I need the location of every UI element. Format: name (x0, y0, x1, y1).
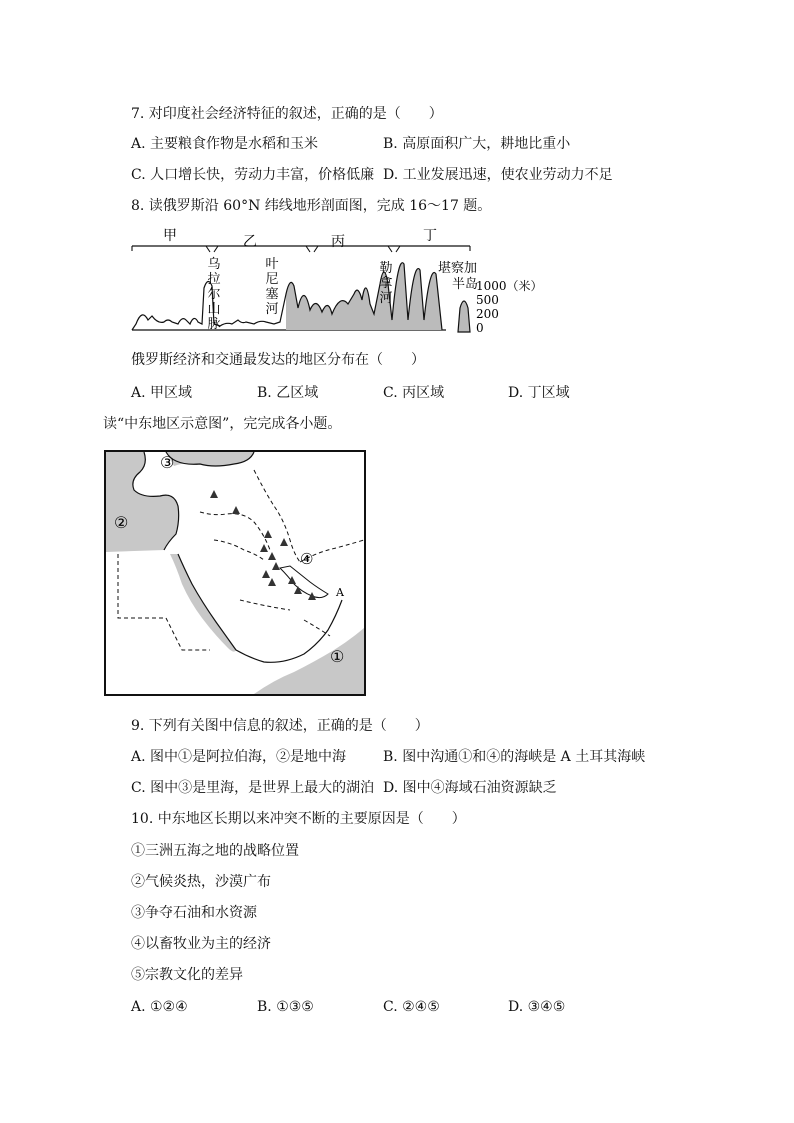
scale-0: 0 (476, 321, 484, 335)
q10-item-2: ②气候炎热，沙漠广布 (131, 874, 271, 890)
q8-option-b[interactable]: B. 乙区域 (257, 385, 319, 401)
ural-mountains-label: 乌拉尔山脉 (207, 257, 221, 332)
region-jia-label: 甲 (163, 228, 177, 244)
q7-option-d[interactable]: D. 工业发展迅速，使农业劳动力不足 (383, 167, 613, 183)
q8-stem: 8. 读俄罗斯沿 60°N 纬线地形剖面图，完成 16～17 题。 (131, 198, 492, 214)
map-marker-1: ① (330, 647, 345, 666)
region-ding-label: 丁 (423, 228, 437, 244)
q10-stem: 10. 中东地区长期以来冲突不断的主要原因是（ ） (131, 811, 466, 827)
mideast-intro: 读“中东地区示意图”，完完成各小题。 (103, 416, 342, 432)
map-marker-2: ② (114, 513, 129, 532)
scale-1000: 1000（米） (476, 279, 543, 293)
q9-option-a[interactable]: A. 图中①是阿拉伯海，②是地中海 (131, 749, 347, 765)
q7-stem: 7. 对印度社会经济特征的叙述，正确的是（ ） (131, 106, 443, 122)
q10-item-4: ④以畜牧业为主的经济 (131, 936, 271, 952)
lena-river-label: 勒拿河 (379, 261, 393, 306)
q8-option-d[interactable]: D. 丁区域 (508, 385, 570, 401)
kamchatka-label-line1: 堪察加 (438, 261, 478, 276)
q10-item-5: ⑤宗教文化的差异 (131, 967, 243, 983)
middle-east-map (104, 450, 366, 696)
q7-option-c[interactable]: C. 人口增长快，劳动力丰富，价格低廉 (131, 167, 375, 183)
q9-stem: 9. 下列有关图中信息的叙述，正确的是（ ） (131, 718, 429, 734)
q7-option-a[interactable]: A. 主要粮食作物是水稻和玉米 (131, 136, 319, 152)
q9-option-d[interactable]: D. 图中④海域石油资源缺乏 (383, 780, 557, 796)
q7-option-b[interactable]: B. 高原面积广大，耕地比重小 (383, 136, 571, 152)
map-marker-4: ④ (300, 550, 314, 568)
q10-option-a[interactable]: A. ①②④ (131, 999, 188, 1015)
scale-200: 200 (476, 307, 499, 321)
yenisei-river-label: 叶尼塞河 (265, 257, 279, 317)
q9-option-b[interactable]: B. 图中沟通①和④的海峡是 A 土耳其海峡 (383, 749, 646, 765)
q10-option-c[interactable]: C. ②④⑤ (383, 999, 440, 1015)
q10-item-3: ③争夺石油和水资源 (131, 905, 257, 921)
q10-option-b[interactable]: B. ①③⑤ (257, 999, 314, 1015)
scale-500: 500 (476, 293, 499, 307)
kamchatka-label-line2: 半岛 (452, 277, 479, 292)
q9-option-c[interactable]: C. 图中③是里海，是世界上最大的湖泊 (131, 780, 375, 796)
terrain-profile-figure (130, 224, 550, 336)
q8-question: 俄罗斯经济和交通最发达的地区分布在（ ） (131, 352, 425, 368)
map-marker-a: A (336, 586, 344, 599)
q8-option-c[interactable]: C. 丙区域 (383, 385, 445, 401)
region-yi-label: 乙 (243, 234, 257, 250)
q10-item-1: ①三洲五海之地的战略位置 (131, 843, 299, 859)
region-bing-label: 丙 (331, 234, 345, 250)
q8-option-a[interactable]: A. 甲区域 (131, 385, 193, 401)
q10-option-d[interactable]: D. ③④⑤ (508, 999, 566, 1015)
map-marker-3: ③ (160, 453, 175, 472)
